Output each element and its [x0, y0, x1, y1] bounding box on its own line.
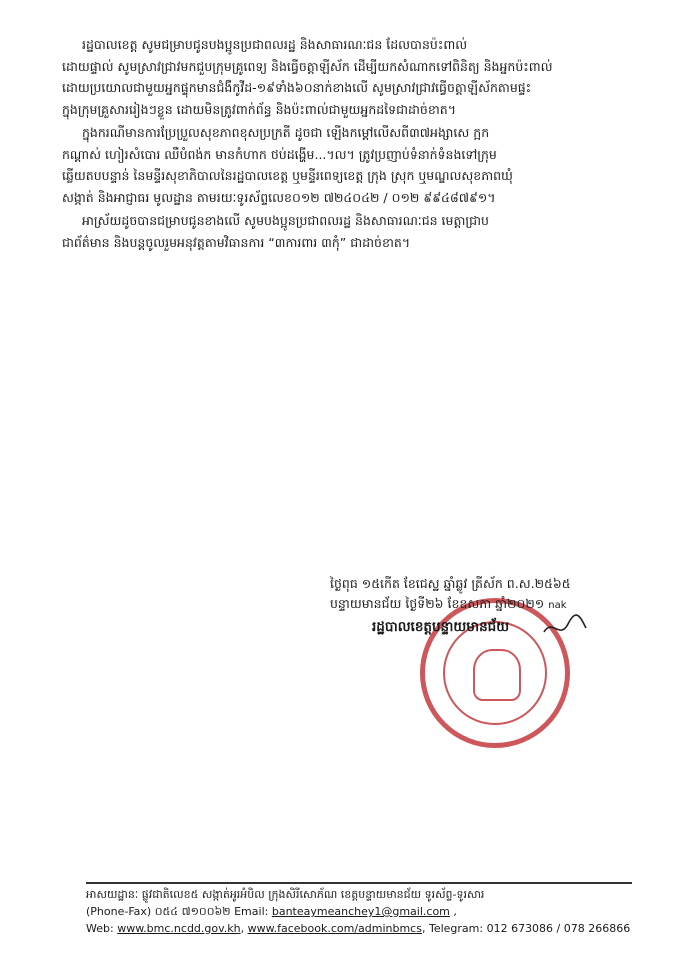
text-line: អាស្រ័យដូចបានជម្រាបជូនខាងលើ សូមបងប្អូនប្រជាពលរដ្ឋ និងសាធារណៈជន មេត្តាជ្រាប [82, 213, 489, 228]
phone-number: ០៥៤ ៧១០០៦២ [154, 905, 231, 918]
handwritten-initials: nak [548, 600, 567, 611]
web-label: Web: [86, 922, 114, 935]
facebook-link[interactable]: www.facebook.com/adminbmcs [247, 922, 422, 935]
footer-divider [86, 882, 632, 884]
signer-title: រដ្ឋបាលខេត្តបន្ទាយមានជ័យ [372, 619, 510, 635]
seal-emblem-icon [473, 649, 521, 701]
footer-contact [86, 886, 646, 937]
footer-address-line [86, 886, 646, 903]
website-link[interactable]: www.bmc.ncdd.gov.kh [117, 922, 241, 935]
email-label: Email: [234, 905, 269, 918]
text-line: ជាព័ត៌មាន និងបន្តចូលរួមអនុវត្តតាមវិធានការ “៣ការពារ ៣កុំ” ជាដាច់ខាត។ [62, 234, 411, 250]
paragraph-closing [62, 210, 646, 253]
text-line: កណ្ដាស់ ហៀរសំបោរ ឈឺបំពង់ក មានកំហាក ថប់ដង្ហើម...។ល។ ត្រូវប្រញាប់ទំនាក់ទំនងទៅក្រុម [62, 146, 497, 162]
solar-date-text: បន្ទាយមានជ័យ ថ្ងៃទី២៦ ខែឧសភា ឆ្នាំ២០២១ [330, 596, 545, 611]
footer-phone-line: (Phone-Fax) ០៥៤ ៧១០០៦២ Email: banteaymeanchey1@gmail.com , [86, 905, 457, 918]
signature-scribble-icon [540, 612, 590, 642]
text-line: ឆ្លើយតបបន្ទាន់ នៃមន្ទីរសុខាភិបាលនៃរដ្ឋបាលខេត្ត ឬមន្ទីរពេទ្យខេត្ត ក្រុង ស្រុក ឬមណ្ឌលសុខភាពឃុំ [62, 168, 513, 183]
phone-label: (Phone-Fax) [86, 905, 152, 918]
text-line: សង្កាត់ និងអាជ្ញាធរ មូលដ្ឋាន តាមរយៈទូរស័ព្ទលេខ០១២ ៧២៤០៤២ / ០១២ ៩៩៤៨៧៩១។ [62, 189, 496, 205]
text-line: រដ្ឋបាលខេត្ត សូមជម្រាបជូនបងប្អូនប្រជាពលរដ្ឋ និងសាធារណៈជន ដែលបានប៉ះពាល់ [82, 37, 468, 52]
email-link[interactable]: banteaymeanchey1@gmail.com [271, 905, 450, 918]
address-label: អាសយដ្ឋានៈ [86, 888, 139, 901]
text-line: ដោយប្រយោលជាមួយអ្នកផ្ទុកមានជំងឺកូវីដ-១៩ទាំង៦០នាក់ខាងលើ សូមស្រាវជ្រាវធ្វើចត្តាឡីស័កតាមផ្ទះ [62, 80, 532, 95]
solar-date [330, 594, 650, 616]
paragraph-symptoms [62, 122, 646, 208]
text-line: ដោយផ្ទាល់ សូមស្រាវជ្រាវមកជួបក្រុមគ្រូពេទ្យ និងធ្វើចត្តាឡីស័ក ដើម្បីយកសំណាកទៅពិនិត្យ និងអ្នកប៉ះពាល់ [62, 58, 553, 74]
date-block [330, 574, 650, 616]
paragraph-contact-instructions [62, 34, 646, 120]
text-line: ក្នុងករណីមានការប្រែប្រួលសុខភាពខុសប្រក្រតី ដូចជា ឡើងកម្ដៅលើសពី៣៧អង្សាសេ ក្អក [82, 125, 490, 140]
lunar-date: ថ្ងៃពុធ ១៥កើត ខែជេស្ឋ ឆ្នាំឆ្លូវ ត្រីស័ក ព.ស.២៥៦៥ [330, 576, 571, 591]
footer-web-line: Web: www.bmc.ncdd.gov.kh, www.facebook.com/adminbmcs, Telegram: 012 673086 / 078 266866 [86, 922, 631, 935]
address-text: ផ្លូវជាតិលេខ៥ សង្កាត់អូរអំបិល ក្រុងសិរីសោភ័ណ ខេត្តបន្ទាយមានជ័យ ទូរស័ព្ទ-ទូរសារ [141, 888, 485, 901]
telegram-contact: Telegram: 012 673086 / 078 266866 [428, 922, 631, 935]
text-line: ក្នុងក្រុមគ្រួសាររៀងៗខ្លួន ដោយមិនត្រូវពាក់ព័ន្ធ និងប៉ះពាល់ជាមួយអ្នកដទៃជាដាច់ខាត។ [62, 101, 456, 117]
